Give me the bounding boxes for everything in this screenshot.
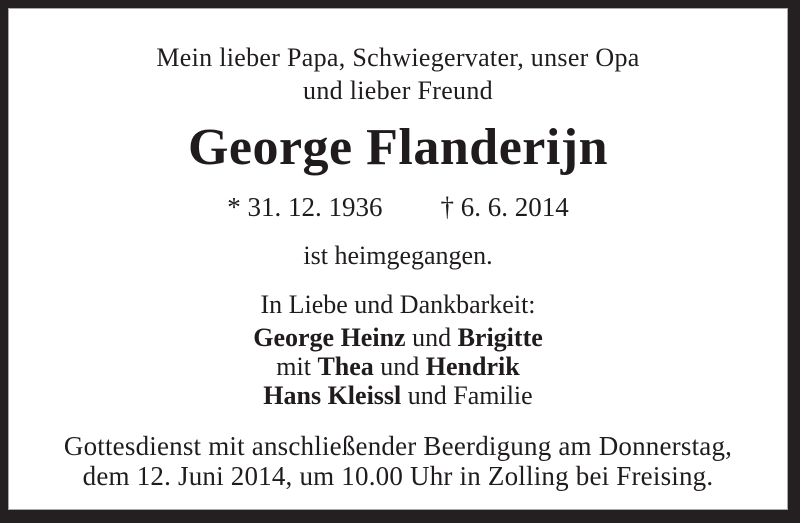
funeral-announcement <box>9 431 787 491</box>
salutation-line-2: und lieber Freund <box>303 76 493 105</box>
funeral-line-1: Gottesdienst mit anschließender Beerdigung am Donnerstag, <box>63 431 733 461</box>
mourner-name: George Heinz <box>253 323 406 352</box>
mourner-name: Brigitte <box>457 323 543 352</box>
conjunction-text: und <box>412 323 452 352</box>
deceased-name: George Flanderijn <box>187 119 609 176</box>
conjunction-text: und <box>380 352 420 381</box>
prefix-text: mit <box>276 352 311 381</box>
mourner-name: Thea <box>317 352 374 381</box>
mourner-line-3 <box>9 381 787 410</box>
death-date: † 6. 6. 2014 <box>440 192 569 222</box>
mourner-line-1 <box>9 323 787 352</box>
mourners-list <box>9 323 787 410</box>
salutation <box>9 41 787 107</box>
salutation-line-1: Mein lieber Papa, Schwiegervater, unser Opa <box>156 43 640 72</box>
mourner-name: Hans Kleissl <box>263 381 402 410</box>
mourner-line-2 <box>9 352 787 381</box>
mourner-name: Hendrik <box>425 352 520 381</box>
passing-line: ist heimgegangen. <box>303 241 493 270</box>
funeral-line-2: dem 12. Juni 2014, um 10.00 Uhr in Zolling bei Freising. <box>82 461 714 491</box>
gratitude-line: In Liebe und Dankbarkeit: <box>260 290 536 319</box>
obituary-notice <box>8 8 788 510</box>
suffix-text: und Familie <box>407 381 533 410</box>
birth-date: * 31. 12. 1936 <box>227 192 383 222</box>
life-dates <box>9 192 787 222</box>
